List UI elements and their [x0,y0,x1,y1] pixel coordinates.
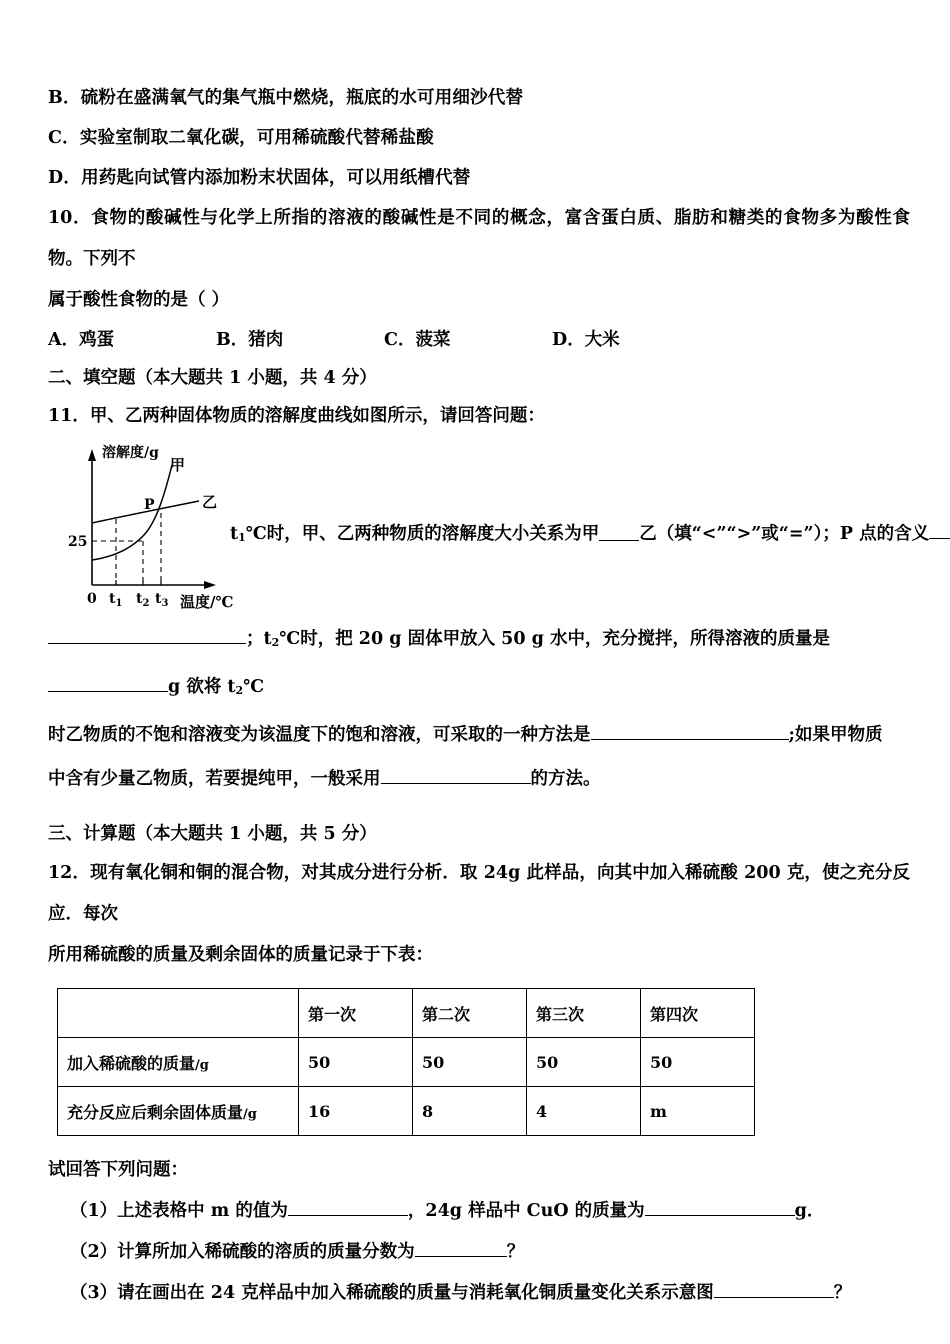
reaction-data-table [57,988,755,1136]
q12-sub2-a: （2）计算所加入稀硫酸的溶质的质量分数为 [70,1242,415,1262]
q10-option-d-letter: D [552,330,568,350]
table-cell-acid-2: 50 [413,1038,527,1087]
q11-cont1-c: ℃ [243,677,265,697]
q12-sub-1 [48,1191,910,1232]
q9-option-b [48,78,910,118]
q11-cont1-b: g 欲将 t [168,677,236,697]
q11-side-t-sub: 1 [238,531,246,544]
table-cell-acid-4: 50 [641,1038,755,1087]
q12-blank-3[interactable] [415,1241,507,1257]
q11-cont-line-2 [48,713,910,757]
q11-blank-4[interactable] [48,676,168,692]
q11-side-text [230,519,930,553]
figure-y-axis-label: 溶解度/g [102,445,159,461]
q9-option-c-sep: ． [62,128,80,148]
q10-option-a-letter: A [48,330,62,350]
figure-curve-label-yi: 乙 [202,493,218,511]
q10-stem-line-2: 属于酸性食物的是（ ） [48,290,230,310]
q11-stem: 11．甲、乙两种固体物质的溶解度曲线如图所示，请回答问题： [48,406,545,426]
q9-option-d-sep: ． [63,168,82,188]
table-corner-cell [58,989,299,1038]
figure-y-tick-25: 25 [68,534,88,550]
q9-option-b-letter: B [48,88,63,108]
table-row-label-residue-mass-unit: /g [243,1106,257,1122]
figure-x-tick-t3: $t_3$ [155,591,169,609]
q10-option-c-letter: C [384,330,398,350]
section-2-heading: 二、填空题（本大题共 1 小题，共 4 分） [48,368,377,388]
q11-side-t: t [230,524,239,544]
q10-options-row [48,321,910,359]
q9-option-d-text: 用药匙向试管内添加粉末状固体，可以用纸槽代替 [81,168,471,188]
q11-cont1-b-sub: 2 [235,684,244,697]
q12-blank-1[interactable] [288,1200,408,1216]
section-3-heading: 三、计算题（本大题共 1 小题，共 5 分） [48,824,377,844]
table-cell-acid-1: 50 [299,1038,413,1087]
q11-cont1-a: ℃时，把 20 g 固体甲放入 50 g 水中，充分搅拌，所得溶液的质量是 [279,629,830,649]
q9-option-c-text: 实验室制取二氧化碳，可用稀硫酸代替稀盐酸 [79,128,434,148]
q12-sub3-b: ？ [833,1283,852,1303]
q10-option-a-sep: ． [61,330,80,350]
q12-sub2-b: ？ [506,1242,525,1262]
q11-cont3-b: 的方法。 [530,769,601,789]
q11-cont-line-1 [48,617,910,713]
q9-option-d-letter: D [48,168,64,188]
figure-x-tick-0: 0 [87,591,97,607]
q10-option-d-text: 大米 [584,330,620,350]
q11-cont1-pre-sub: 2 [271,636,280,649]
q12-sub-2 [48,1232,910,1273]
q9-option-c [48,118,910,158]
q12-stem-line-2: 所用稀硫酸的质量及剩余固体的质量记录于下表： [48,945,433,965]
q11-figure-block [48,435,930,617]
data-table-wrap [48,988,910,1136]
q9-option-c-letter: C [48,128,63,148]
q10-option-d-sep: ． [567,330,585,350]
figure-x-tick-t2: $t_2$ [136,591,150,609]
q11-side-text-c: 乙（填“<”“>”或“=”）；P 点的含义 [639,524,930,544]
table-header-trial-1: 第一次 [299,989,413,1038]
q11-cont1-pre: ；t [246,629,272,649]
q11-cont3-a: 中含有少量乙物质，若要提纯甲，一般采用 [48,769,381,789]
table-row [58,1038,755,1087]
q12-sub-3 [48,1273,910,1314]
q11-cont2-b: ;如果甲物质 [788,725,883,745]
q12-stem-line-1: 12．现有氧化铜和铜的混合物，对其成分进行分析．取 24g 此样品，向其中加入稀硫酸 200 克，使之充分反应．每次 [48,863,910,924]
table-header-row [58,989,755,1038]
page-content [48,78,930,1314]
q10-option-c [384,321,552,359]
q10-option-a-text: 鸡蛋 [79,330,115,350]
q10-option-b [216,321,384,359]
figure-curve-label-jia: 甲 [170,456,186,474]
table-cell-residue-4: m [641,1087,755,1136]
q10-stem-line-1: 10．食物的酸碱性与化学上所指的溶液的酸碱性是不同的概念，富含蛋白质、脂肪和糖类的食物多为酸性食物。下列不 [48,208,910,269]
table-header-trial-3: 第三次 [527,989,641,1038]
q11-blank-1[interactable] [599,525,639,541]
q11-side-text-b: ℃时，甲、乙两种物质的溶解度大小关系为甲 [245,524,600,544]
q12-sub1-a: （1）上述表格中 m 的值为 [70,1201,288,1221]
figure-x-tick-t1: $t_1$ [109,591,123,609]
q12-prompt: 试回答下列问题： [48,1160,188,1180]
q10-option-c-sep: ． [397,330,416,350]
table-cell-residue-2: 8 [413,1087,527,1136]
q9-option-b-text: 硫粉在盛满氧气的集气瓶中燃烧，瓶底的水可用细沙代替 [80,88,524,108]
table-row [58,1087,755,1136]
table-row-label-acid-mass [58,1038,299,1087]
q10-option-b-letter: B [216,330,231,350]
table-row-label-residue-mass [58,1087,299,1136]
q12-sub3-a: （3）请在画出在 24 克样品中加入稀硫酸的质量与消耗氧化铜质量变化关系示意图 [70,1283,714,1303]
q12-blank-2[interactable] [645,1200,795,1216]
q11-blank-5[interactable] [591,724,789,740]
table-row-label-residue-mass-text: 充分反应后剩余固体质量 [67,1102,244,1122]
q10-option-b-text: 猪肉 [248,330,284,350]
q9-option-b-sep: ． [63,88,81,108]
figure-x-axis-label: 温度/℃ [180,593,234,611]
figure-point-label-p: P [144,497,155,513]
q10-option-c-text: 菠菜 [415,330,451,350]
q9-option-d [48,158,910,198]
q11-blank-2[interactable] [929,523,950,539]
table-cell-residue-3: 4 [527,1087,641,1136]
q10-option-d [552,321,620,359]
q10-option-a [48,321,216,359]
table-header-trial-4: 第四次 [641,989,755,1038]
q11-cont2-a: 时乙物质的不饱和溶液变为该温度下的饱和溶液，可采取的一种方法是 [48,725,591,745]
table-row-label-acid-mass-text: 加入稀硫酸的质量 [67,1053,196,1073]
q12-sub1-b: ，24g 样品中 CuO 的质量为 [407,1201,645,1221]
q12-sub1-c: g． [794,1201,825,1221]
table-row-label-acid-mass-unit: /g [195,1057,209,1073]
table-header-trial-2: 第二次 [413,989,527,1038]
q10-option-b-sep: ． [230,330,249,350]
q11-blank-3[interactable] [48,628,246,644]
q11-cont-line-3 [48,757,910,801]
table-cell-acid-3: 50 [527,1038,641,1087]
q12-blank-4[interactable] [714,1282,834,1298]
q11-blank-6[interactable] [381,768,531,784]
table-cell-residue-1: 16 [299,1087,413,1136]
